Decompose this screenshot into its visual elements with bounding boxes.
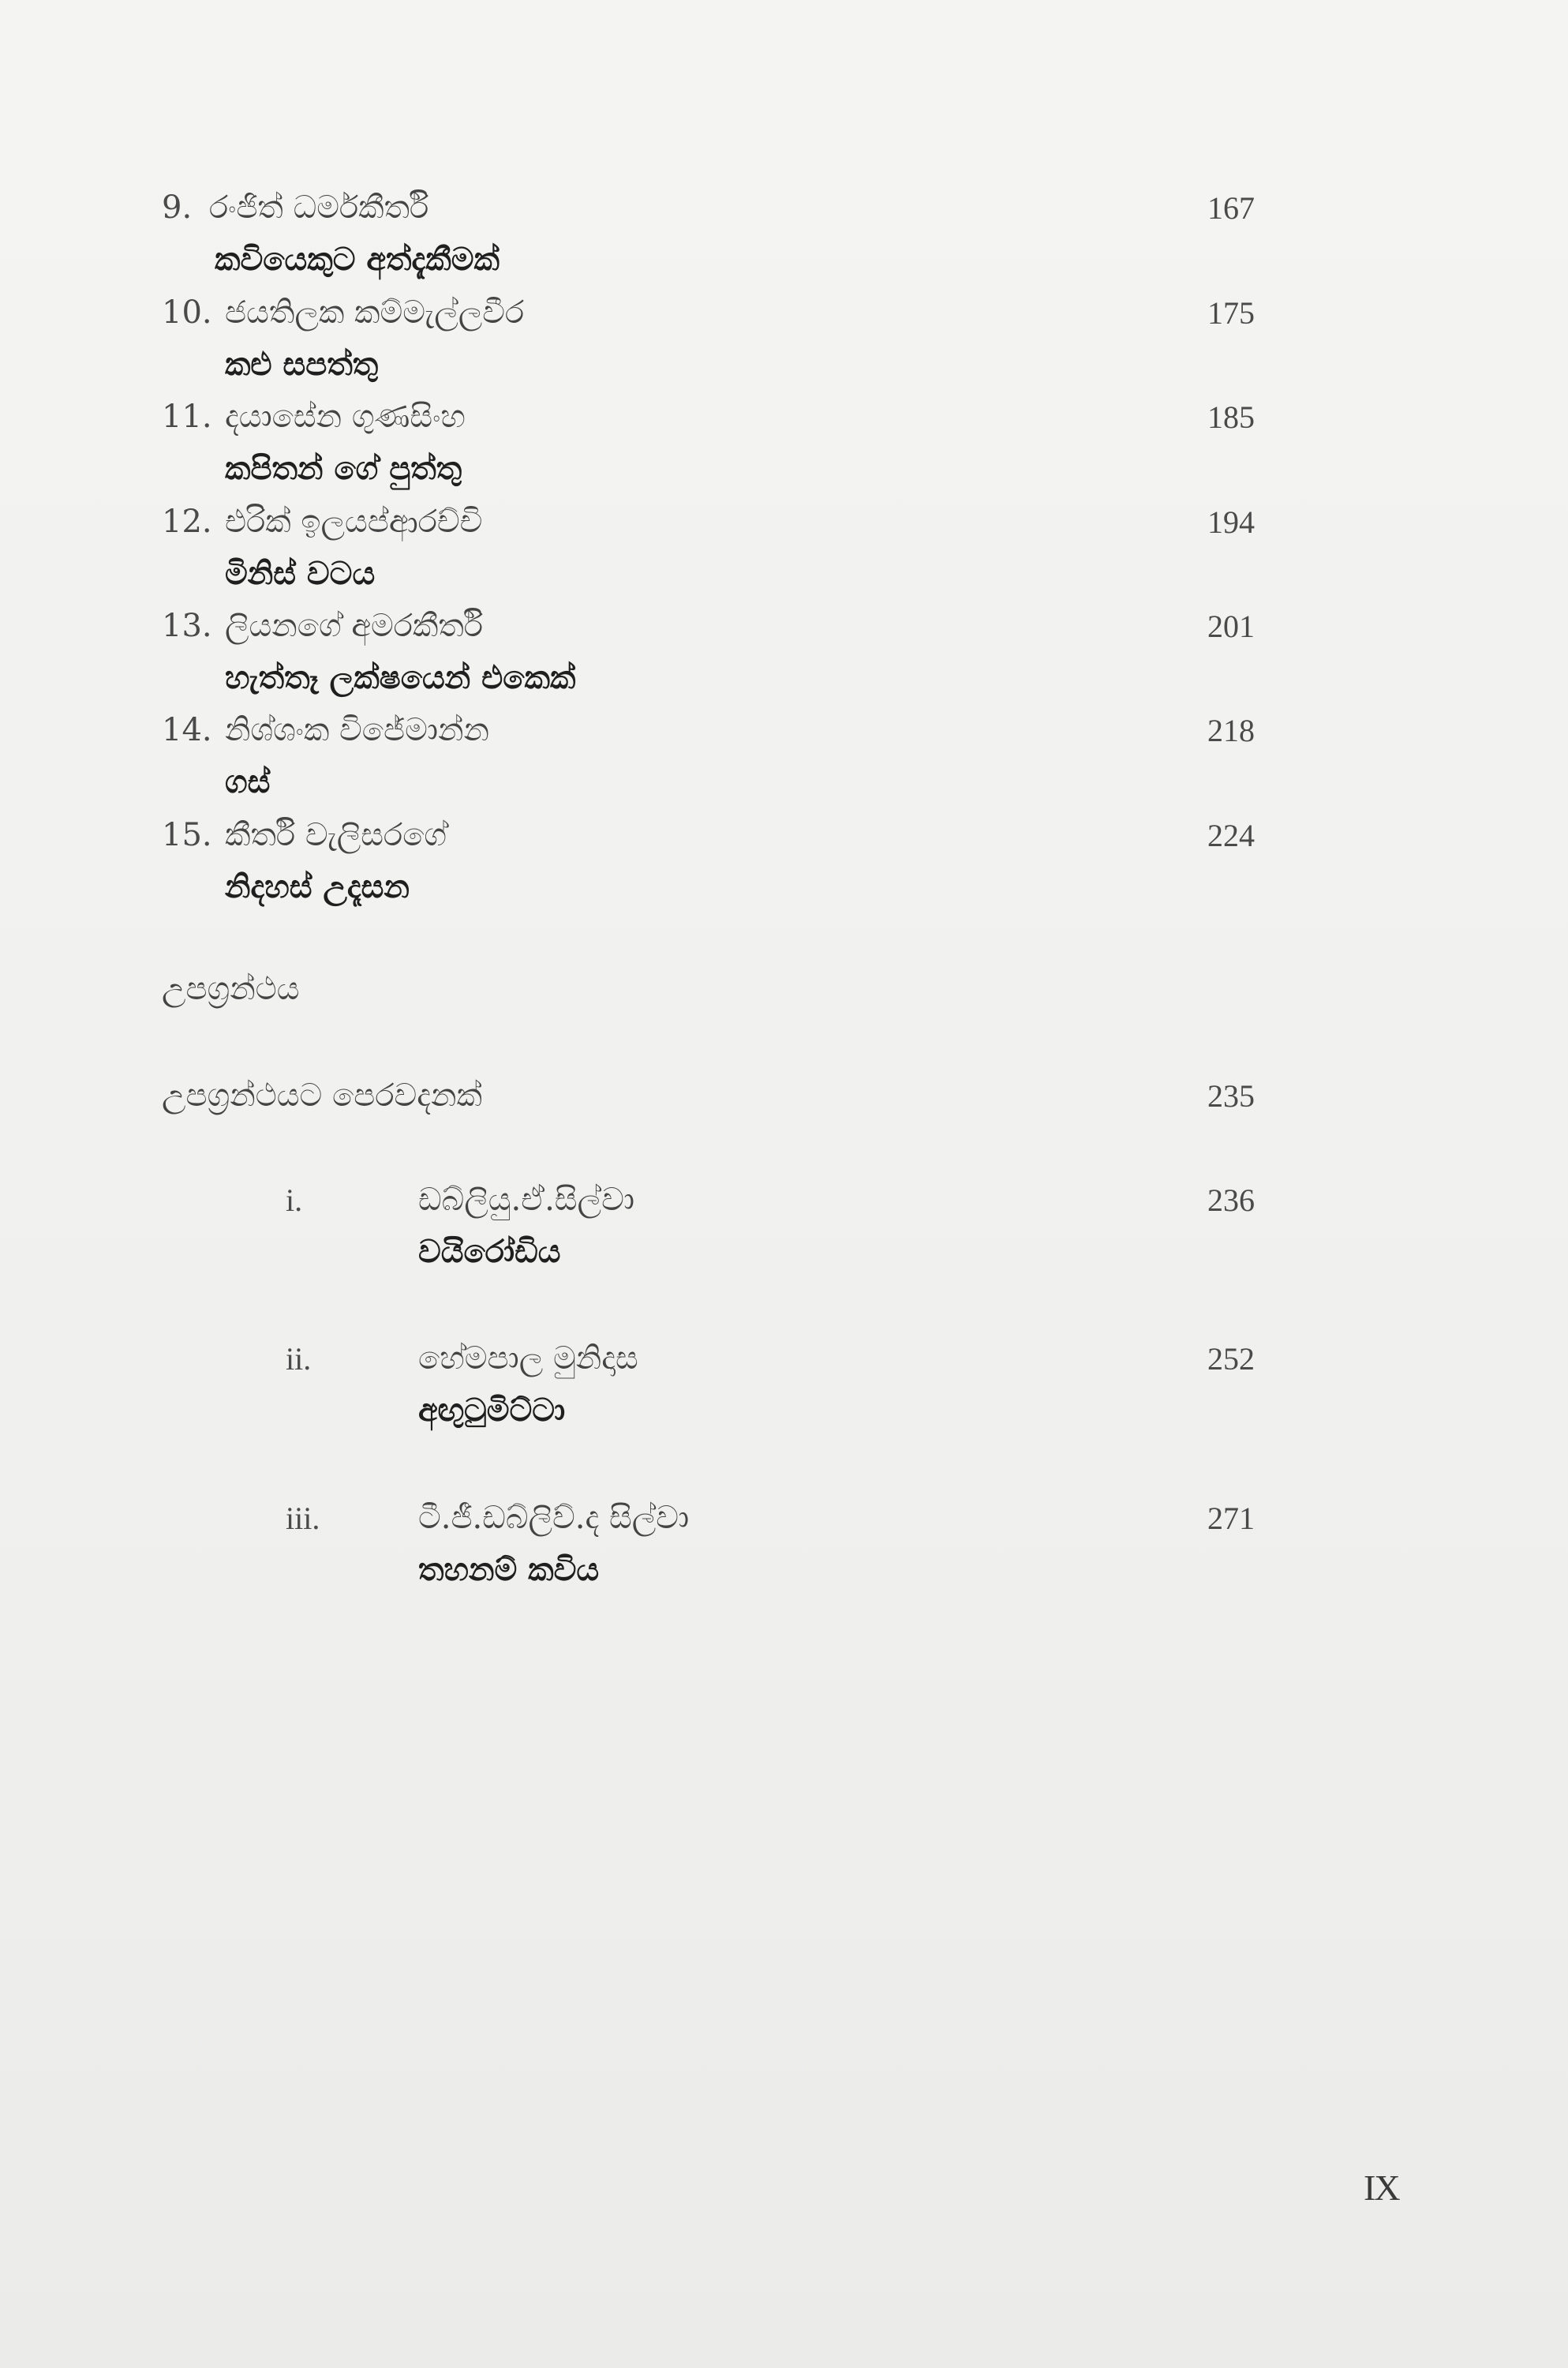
entry-title: අඟුටුමිට්ටා <box>418 1392 566 1429</box>
entry-page-number: 235 <box>1207 1078 1255 1114</box>
entry-title: ගස් <box>225 763 271 800</box>
entry-number: 13. <box>162 608 212 644</box>
entry-page-number: 175 <box>1207 295 1255 331</box>
entry-author: ජයතිලක කම්මැල්ලවීර <box>225 294 525 331</box>
entry-page-number: 218 <box>1207 713 1255 748</box>
entry-page-number: 271 <box>1207 1501 1255 1536</box>
entry-number: i. <box>286 1182 303 1218</box>
entry-title: කවියෙකුට අත්දැකීමක් <box>215 241 500 278</box>
page-folio: IX <box>1364 2168 1399 2208</box>
entry-number: iii. <box>286 1501 320 1536</box>
entry-page-number: 167 <box>1207 190 1255 226</box>
entry-author: හේමපාල මුනිදාස <box>418 1340 638 1377</box>
entry-author: රංජිත් ධර්මකීර්ති <box>209 189 429 226</box>
entry-number: 11. <box>162 399 212 435</box>
entry-page-number: 185 <box>1207 399 1255 435</box>
entry-title: හැත්තෑ ලක්ෂයෙන් එකෙක් <box>225 659 576 696</box>
entry-number: 15. <box>162 817 212 853</box>
entry-author: නිශ්ශංක විජේමාන්න <box>225 712 489 748</box>
entry-number: ii. <box>286 1341 312 1377</box>
entry-author: දයාසේන ගුණසිංහ <box>225 399 466 435</box>
entry-title: වයිරෝඩිය <box>418 1233 561 1270</box>
entry-number: 9. <box>162 189 193 226</box>
entry-page-number: 252 <box>1207 1341 1255 1377</box>
entry-label: උපග්‍රන්ථයට පෙරවදනක් <box>162 1077 482 1114</box>
entry-author: කීර්ති වැලිසරගේ <box>225 817 447 853</box>
entry-author: ලියනගේ අමරකීර්ති <box>225 608 483 644</box>
entry-author: ටී.ජී.ඩබ්ලිව්.ද සිල්වා <box>418 1500 690 1536</box>
entry-title: කළු සපත්තු <box>225 346 379 383</box>
appendix-heading: උපග්‍රන්ථය <box>162 971 300 1007</box>
entry-title: මිනිස් වටය <box>225 555 376 592</box>
entry-number: 14. <box>162 712 212 748</box>
entry-author: ඩබ්ලියු.ඒ.සිල්වා <box>418 1182 634 1218</box>
entry-page-number: 194 <box>1207 504 1255 540</box>
entry-number: 10. <box>162 294 212 331</box>
entry-title: තහනම් කවිය <box>418 1551 600 1588</box>
entry-title: කපිතන් ගේ පුත්තු <box>225 450 462 487</box>
entry-author: එරික් ඉලයප්ආරච්චි <box>225 504 483 540</box>
entry-page-number: 236 <box>1207 1182 1255 1218</box>
entry-page-number: 224 <box>1207 818 1255 853</box>
entry-title: නිදහස් උදෑසන <box>225 868 410 905</box>
entry-number: 12. <box>162 504 212 540</box>
entry-page-number: 201 <box>1207 609 1255 644</box>
